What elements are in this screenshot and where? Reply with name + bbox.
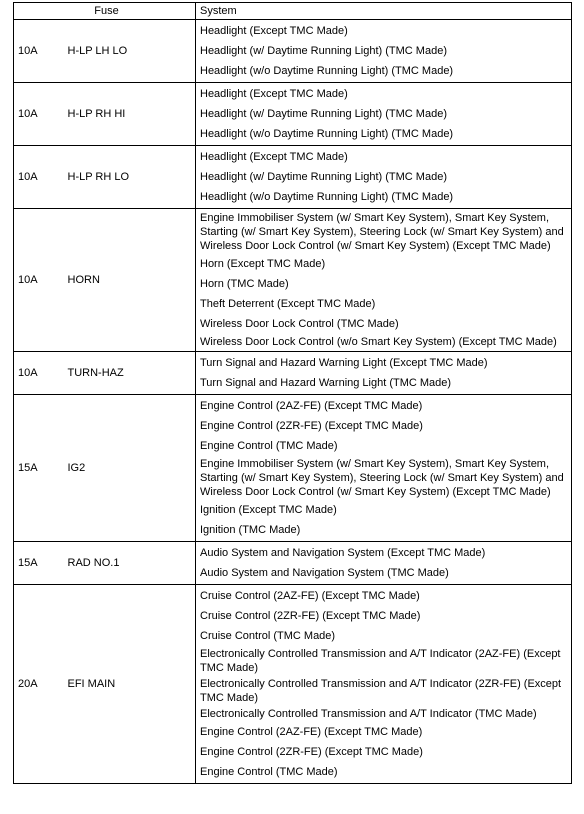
system-item: Cruise Control (2AZ-FE) (Except TMC Made): [200, 590, 420, 602]
system-item: Cruise Control (TMC Made): [200, 630, 336, 642]
system-item: Headlight (w/ Daytime Running Light) (TMC Made): [200, 45, 447, 57]
system-item: Audio System and Navigation System (TMC Made): [200, 567, 449, 579]
fuse-table: [13, 2, 572, 784]
system-item: Engine Control (2AZ-FE) (Except TMC Made): [200, 400, 423, 412]
system-item: Electronically Controlled Transmission and A/T Indicator (2AZ-FE) (Except TMC Made): [200, 648, 561, 674]
fuse-column-header: Fuse: [14, 3, 196, 20]
system-list: [196, 20, 572, 83]
fuse-table-body: [14, 20, 572, 784]
system-item: Headlight (Except TMC Made): [200, 88, 348, 100]
fuse-amperage: 10A: [14, 352, 57, 395]
table-row: [14, 395, 572, 542]
table-row: [14, 542, 572, 585]
system-item: Wireless Door Lock Control (w/o Smart Key System) (Except TMC Made): [200, 336, 557, 348]
system-item: Engine Control (2ZR-FE) (Except TMC Made): [200, 746, 423, 758]
fuse-name: HORN: [57, 209, 196, 352]
table-row: [14, 352, 572, 395]
table-row: [14, 146, 572, 209]
system-item: Headlight (w/ Daytime Running Light) (TMC Made): [200, 171, 447, 183]
system-item: Headlight (Except TMC Made): [200, 151, 348, 163]
fuse-amperage: 10A: [14, 209, 57, 352]
system-item: Headlight (Except TMC Made): [200, 25, 348, 37]
fuse-name: H-LP LH LO: [57, 20, 196, 83]
fuse-name: IG2: [57, 395, 196, 542]
table-row: [14, 585, 572, 784]
header-row: [14, 3, 572, 20]
table-row: [14, 20, 572, 83]
fuse-amperage: 10A: [14, 146, 57, 209]
system-item: Engine Control (2ZR-FE) (Except TMC Made): [200, 420, 423, 432]
system-item: Headlight (w/ Daytime Running Light) (TMC Made): [200, 108, 447, 120]
system-list: [196, 585, 572, 784]
system-list: [196, 395, 572, 542]
fuse-name: TURN-HAZ: [57, 352, 196, 395]
system-list: [196, 352, 572, 395]
system-item: Headlight (w/o Daytime Running Light) (TMC Made): [200, 191, 454, 203]
system-item: Electronically Controlled Transmission and A/T Indicator (2ZR-FE) (Except TMC Made): [200, 678, 562, 704]
table-row: [14, 83, 572, 146]
system-item: Headlight (w/o Daytime Running Light) (TMC Made): [200, 128, 454, 140]
system-item: Engine Immobiliser System (w/ Smart Key System), Smart Key System, Starting (w/ Smart Key System), Steering Lock (w/ Smart Key System) and Wireless Door Lock Control (w/ Smart Key System) (Except TMC Made): [200, 212, 564, 252]
system-list: [196, 83, 572, 146]
table-row: [14, 209, 572, 352]
system-item: Cruise Control (2ZR-FE) (Except TMC Made): [200, 610, 421, 622]
fuse-name: RAD NO.1: [57, 542, 196, 585]
system-item: Ignition (Except TMC Made): [200, 504, 337, 516]
fuse-amperage: 20A: [14, 585, 57, 784]
system-item: Wireless Door Lock Control (TMC Made): [200, 318, 399, 330]
fuse-amperage: 15A: [14, 542, 57, 585]
system-item: Headlight (w/o Daytime Running Light) (TMC Made): [200, 65, 454, 77]
fuse-amperage: 15A: [14, 395, 57, 542]
system-item: Electronically Controlled Transmission and A/T Indicator (TMC Made): [200, 708, 537, 720]
system-item: Horn (Except TMC Made): [200, 258, 326, 270]
system-item: Engine Control (TMC Made): [200, 440, 338, 452]
system-list: [196, 209, 572, 352]
fuse-name: H-LP RH HI: [57, 83, 196, 146]
system-item: Turn Signal and Hazard Warning Light (TMC Made): [200, 377, 452, 389]
system-item: Engine Control (TMC Made): [200, 766, 338, 778]
system-item: Ignition (TMC Made): [200, 524, 301, 536]
fuse-name: EFI MAIN: [57, 585, 196, 784]
system-list: [196, 542, 572, 585]
system-item: Horn (TMC Made): [200, 278, 289, 290]
system-list: [196, 146, 572, 209]
system-item: Audio System and Navigation System (Except TMC Made): [200, 547, 486, 559]
system-item: Theft Deterrent (Except TMC Made): [200, 298, 376, 310]
fuse-amperage: 10A: [14, 83, 57, 146]
fuse-name: H-LP RH LO: [57, 146, 196, 209]
system-item: Turn Signal and Hazard Warning Light (Except TMC Made): [200, 357, 488, 369]
system-column-header: System: [196, 3, 572, 20]
fuse-amperage: 10A: [14, 20, 57, 83]
system-item: Engine Immobiliser System (w/ Smart Key System), Smart Key System, Starting (w/ Smart Key System), Steering Lock (w/ Smart Key System) and Wireless Door Lock Control (w/ Smart Key System) (Except TMC Made): [200, 458, 564, 498]
system-item: Engine Control (2AZ-FE) (Except TMC Made): [200, 726, 423, 738]
